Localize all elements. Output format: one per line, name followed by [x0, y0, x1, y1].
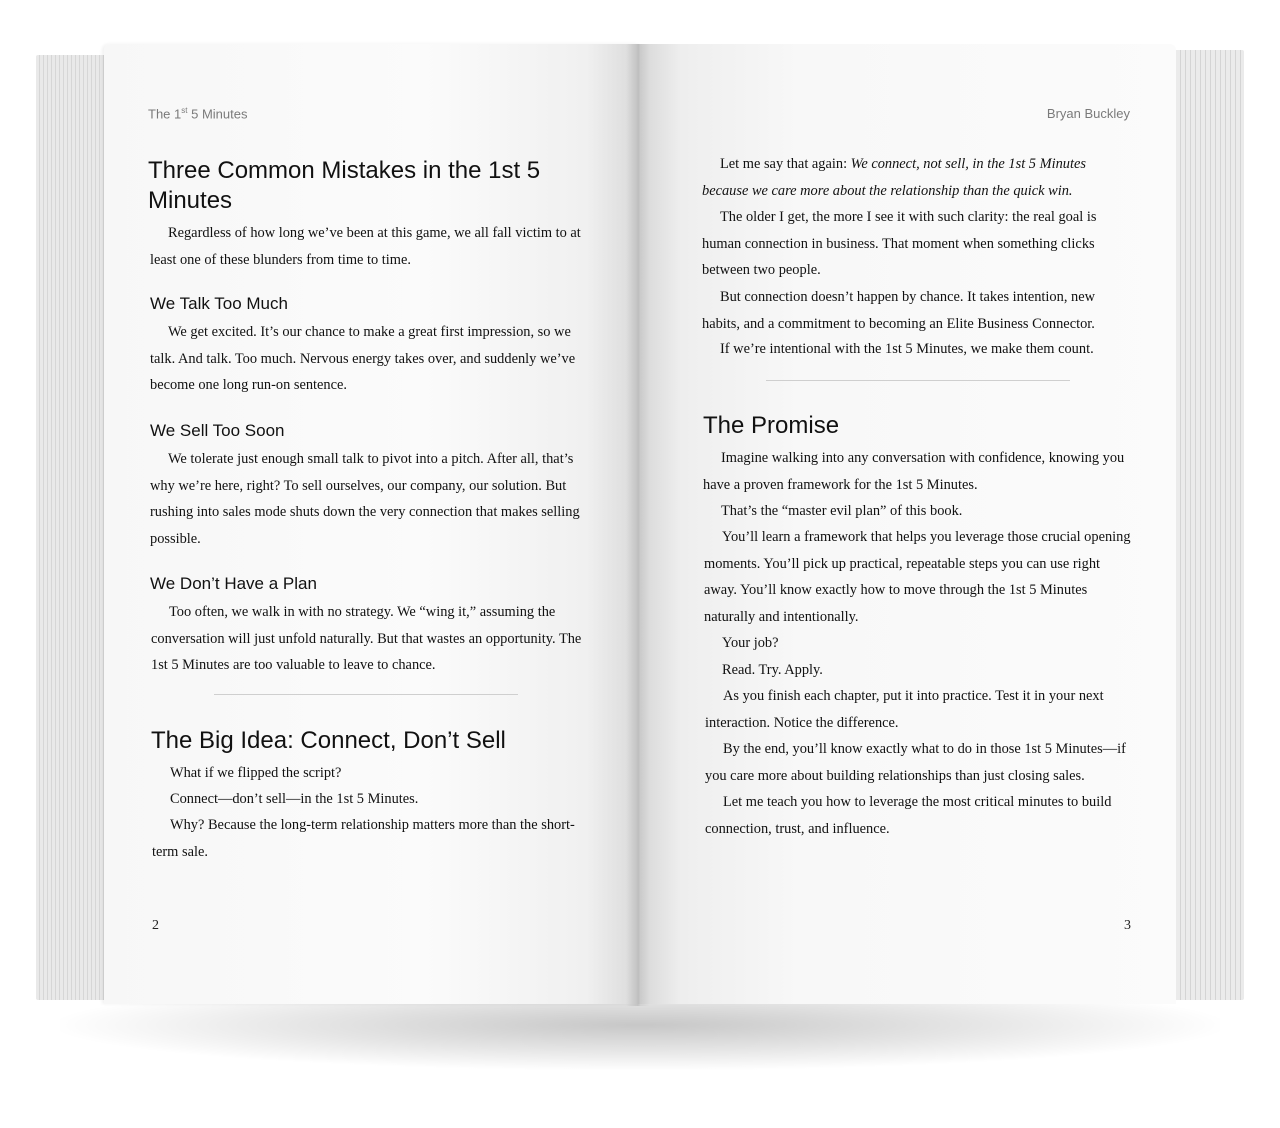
running-head-right: Bryan Buckley: [1046, 106, 1130, 121]
promise-paragraph-5: Read. Try. Apply.: [722, 662, 823, 678]
promise-paragraph-8: Let me teach you how to leverage the most critical minutes to build connection, trust, and influence.: [705, 794, 1112, 837]
book-spine-gutter: [626, 44, 650, 1006]
heading-no-plan: We Don’t Have a Plan: [150, 574, 317, 593]
big-idea-paragraph-3: Why? Because the long-term relationship matters more than the short-term sale.: [152, 817, 575, 860]
promise-paragraph-1: Imagine walking into any conversation with confidence, knowing you have a proven framework for the 1st 5 Minutes.: [703, 450, 1125, 493]
continued-paragraph-1: The older I get, the more I see it with such clarity: the real goal is human connection in business. That moment when something clicks between two people.: [702, 209, 1097, 278]
chapter-title-big-idea: The Big Idea: Connect, Don’t Sell: [151, 727, 506, 754]
continued-paragraph-2: But connection doesn’t happen by chance. It takes intention, new habits, and a commitment to becoming an Elite Business Connector.: [702, 289, 1095, 332]
left-page: [104, 44, 640, 1004]
promise-paragraph-7: By the end, you’ll know exactly what to do in those 1st 5 Minutes—if you care more about building relationships than just closing sales.: [705, 741, 1126, 784]
mistakes-intro: Regardless of how long we’ve been at this game, we all fall victim to at least one of these blunders from time to time.: [150, 225, 581, 268]
text-no-plan: Too often, we walk in with no strategy. We “wing it,” assuming the conversation will just unfold naturally. But that wastes an opportunity. The 1st 5 Minutes are too valuable to leave to chance.: [151, 604, 582, 673]
repeat-paragraph: Let me say that again: We connect, not sell, in the 1st 5 Minutes because we care more about the relationship than the quick win.: [702, 156, 1086, 199]
promise-paragraph-3: You’ll learn a framework that helps you leverage those crucial opening moments. You’ll pick up practical, repeatable steps you can use right away. You’ll know exactly how to move through the 1st 5 Minutes naturally and intentionally.: [704, 529, 1131, 625]
page-number-left: 2: [152, 918, 159, 933]
continued-paragraph-3: If we’re intentional with the 1st 5 Minutes, we make them count.: [720, 341, 1094, 357]
promise-paragraph-2: That’s the “master evil plan” of this book.: [721, 503, 963, 519]
right-page: [638, 44, 1176, 1004]
big-idea-paragraph-1: What if we flipped the script?: [170, 765, 342, 781]
heading-talk-too-much: We Talk Too Much: [150, 294, 288, 313]
running-head-left: The 1st 5 Minutes: [148, 106, 248, 122]
chapter-title-promise: The Promise: [703, 412, 840, 439]
chapter-title-mistakes: Three Common Mistakes in the 1st 5 Minutes: [148, 157, 541, 214]
promise-paragraph-4: Your job?: [722, 635, 779, 651]
big-idea-paragraph-2: Connect—don’t sell—in the 1st 5 Minutes.: [170, 791, 419, 807]
heading-sell-too-soon: We Sell Too Soon: [150, 421, 285, 440]
section-divider-left: [214, 694, 518, 695]
text-talk-too-much: We get excited. It’s our chance to make a great first impression, so we talk. And talk. Too much. Nervous energy takes over, and suddenly we’ve become one long run-on sentence.: [150, 324, 576, 393]
promise-paragraph-6: As you finish each chapter, put it into practice. Test it in your next interaction. Notice the difference.: [705, 688, 1104, 731]
section-divider-right: [766, 380, 1070, 381]
page-number-right: 3: [1124, 918, 1131, 933]
text-sell-too-soon: We tolerate just enough small talk to pivot into a pitch. After all, that’s why we’re here, right? To sell ourselves, our company, our solution. But rushing into sales mode shuts down the very connection that makes selling possible.: [150, 451, 580, 547]
